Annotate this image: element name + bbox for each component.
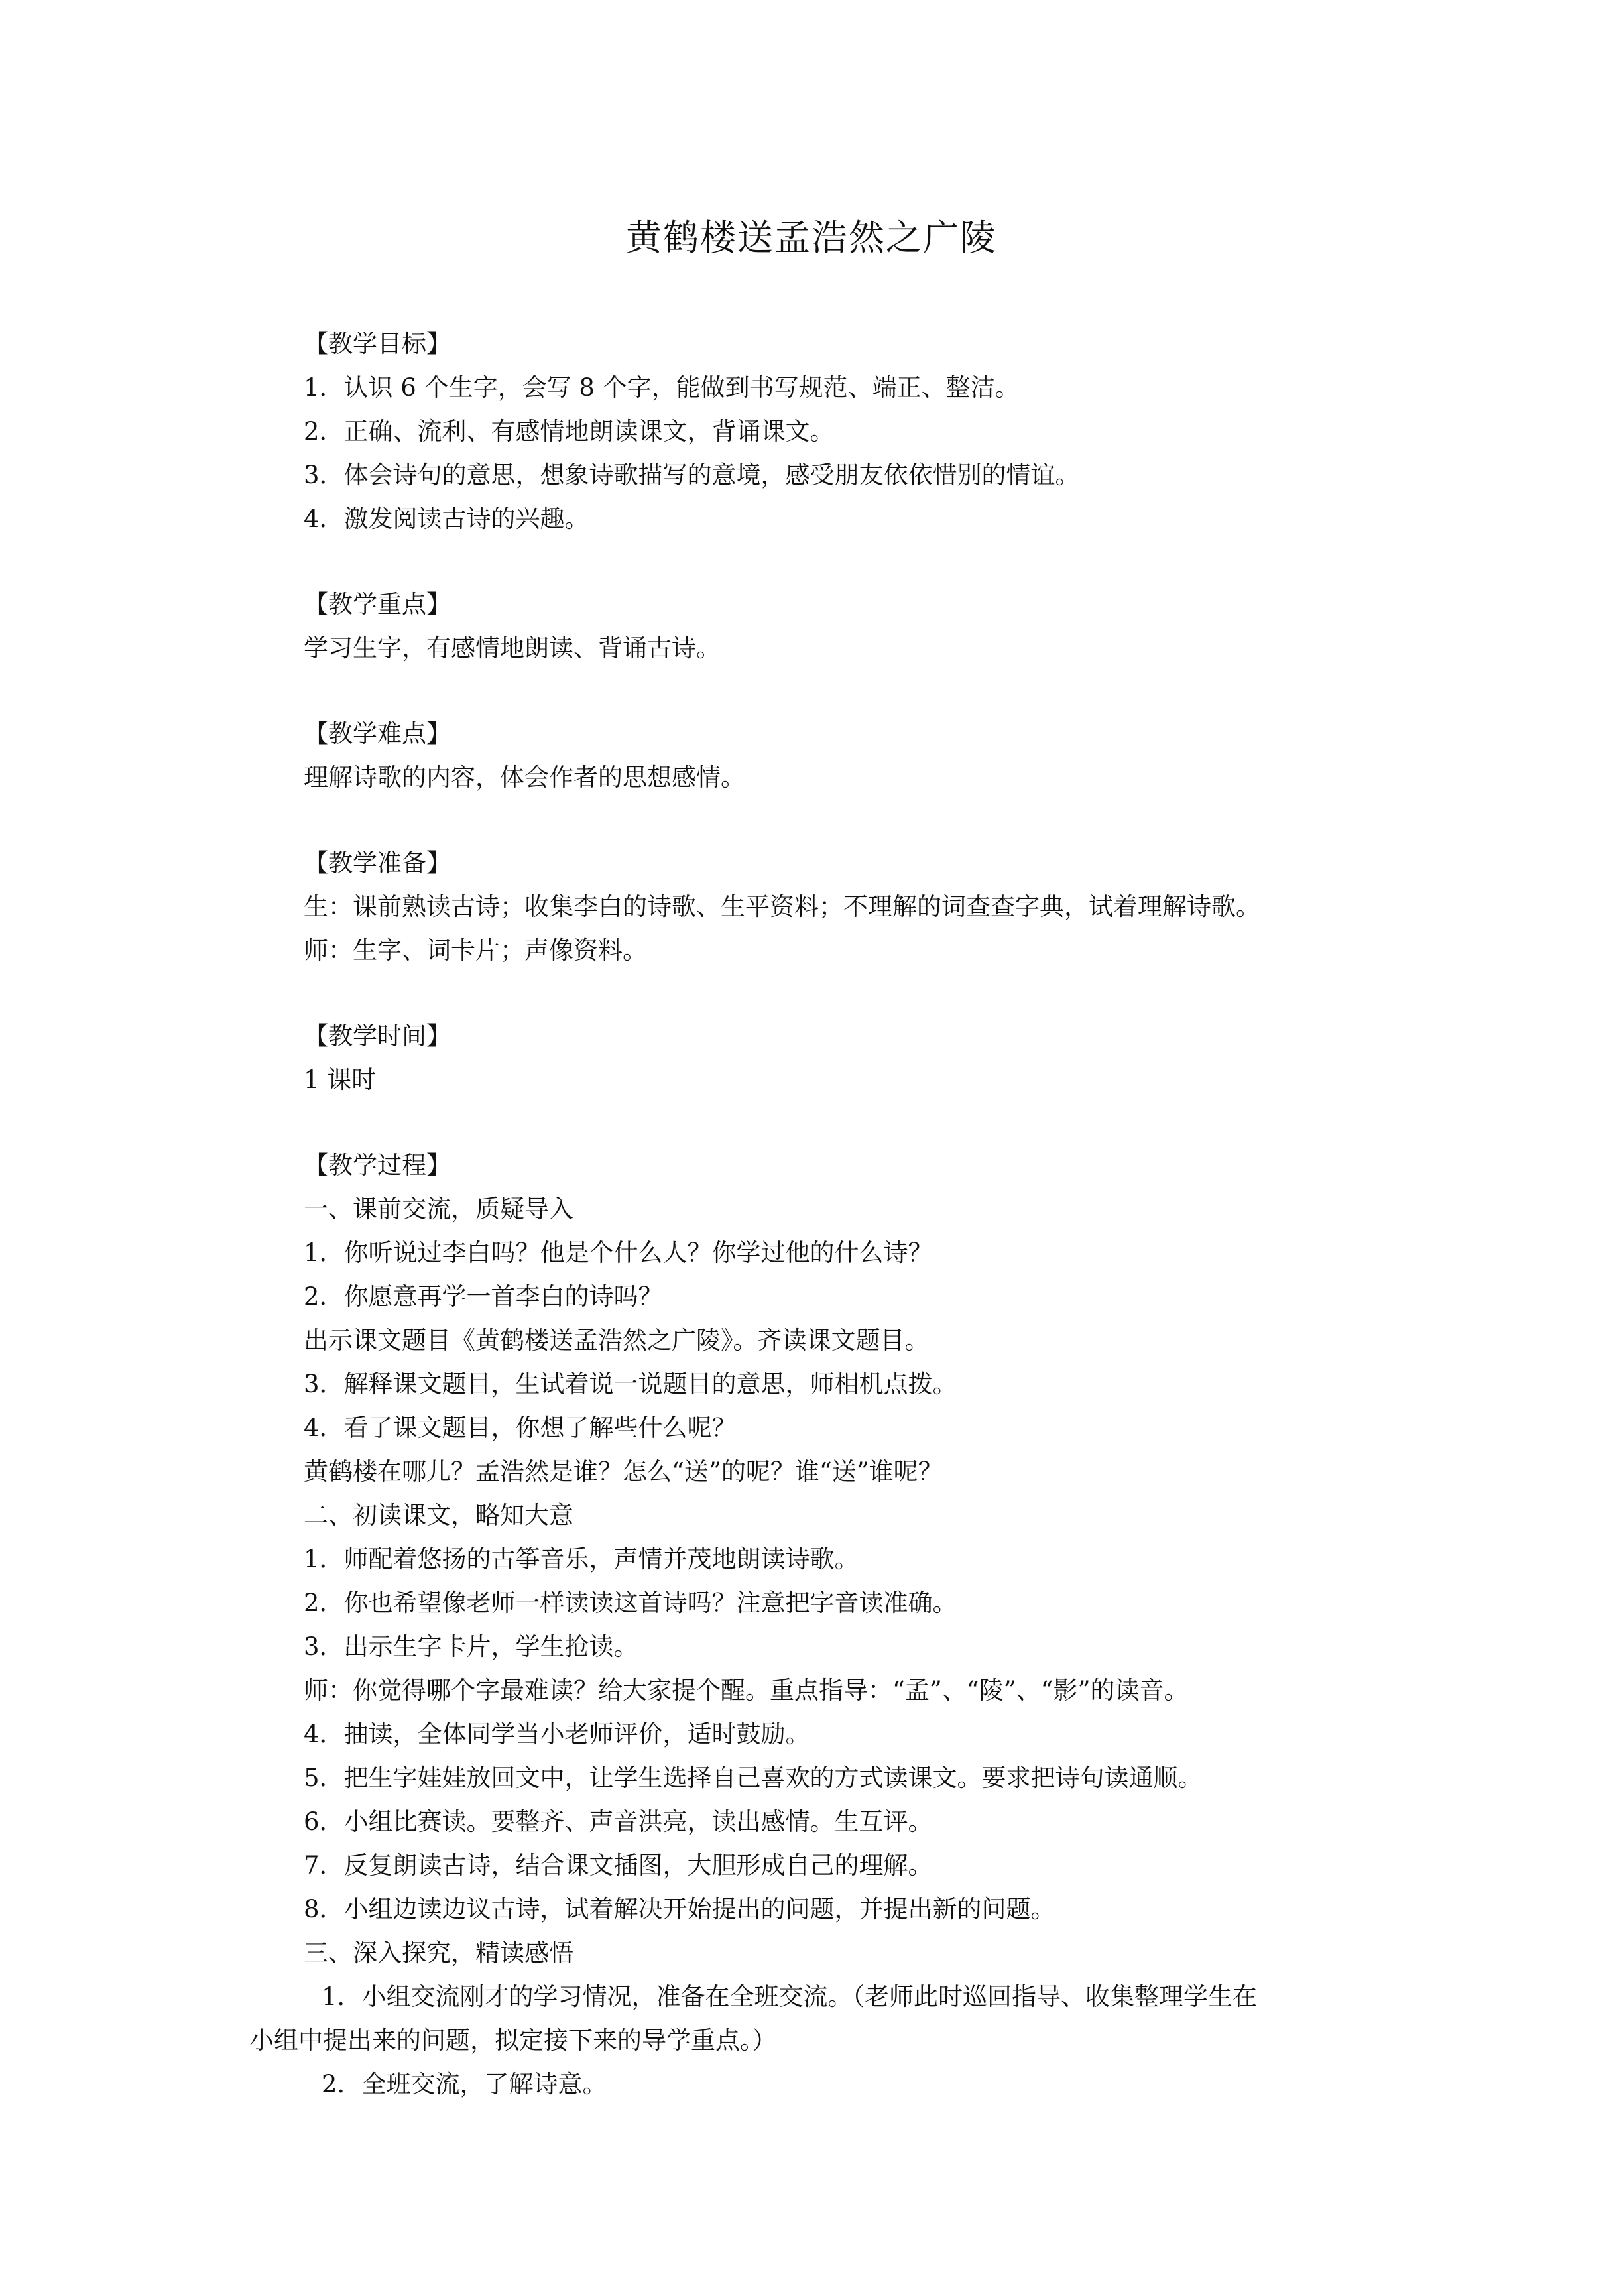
process-line: 4．看了课文题目，你想了解些什么呢？ [304, 1414, 737, 1442]
process-line: 4．抽读，全体同学当小老师评价，适时鼓励。 [304, 1720, 810, 1748]
difficulty-line: 理解诗歌的内容，体会作者的思想感情。 [304, 763, 745, 792]
process-line: 2．全班交流，了解诗意。 [322, 2070, 607, 2098]
section-heading: 【教学重点】 [304, 590, 451, 619]
goal-line: 1．认识 6 个生字，会写 8 个字，能做到书写规范、端正、整洁。 [304, 373, 1020, 402]
document-title: 黄鹤楼送孟浩然之广陵 [626, 217, 997, 259]
process-line: 一、课前交流，质疑导入 [304, 1195, 573, 1223]
document-body [249, 322, 1390, 2106]
process-line: 1．师配着悠扬的古筝音乐，声情并茂地朗读诗歌。 [304, 1545, 859, 1573]
section-spacer [249, 1102, 1390, 1144]
process-line: 黄鹤楼在哪儿？孟浩然是谁？怎么“送”的呢？谁“送”谁呢？ [304, 1457, 943, 1486]
goal-line: 3．体会诗句的意思，想象诗歌描写的意境，感受朋友依依惜别的情谊。 [304, 461, 1080, 489]
process-line: 3．解释课文题目，生试着说一说题目的意思，师相机点拨。 [304, 1370, 957, 1398]
process-line: 7．反复朗读古诗，结合课文插图，大胆形成自己的理解。 [304, 1851, 933, 1880]
process-line: 1．你听说过李白吗？他是个什么人？你学过他的什么诗？ [304, 1239, 933, 1267]
section-heading: 【教学难点】 [304, 719, 451, 748]
section-heading: 【教学目标】 [304, 330, 451, 358]
process-line: 三、深入探究，精读感悟 [304, 1939, 573, 1967]
process-line: 8．小组边读边议古诗，试着解决开始提出的问题，并提出新的问题。 [304, 1895, 1055, 1923]
goal-line: 4．激发阅读古诗的兴趣。 [304, 505, 589, 533]
process-line: 师：你觉得哪个字最难读？给大家提个醒。重点指导：“孟”、“陵”、“影”的读音。 [304, 1676, 1189, 1705]
section-preparation [249, 841, 1390, 973]
goal-line: 2．正确、流利、有感情地朗读课文，背诵课文。 [304, 417, 835, 446]
preparation-line: 生：课前熟读古诗；收集李白的诗歌、生平资料；不理解的词查查字典，试着理解诗歌。 [304, 892, 1260, 921]
section-teaching-goals [249, 322, 1390, 541]
process-line: 5．把生字娃娃放回文中，让学生选择自己喜欢的方式读课文。要求把诗句读通顺。 [304, 1764, 1203, 1792]
section-spacer [249, 541, 1390, 583]
process-line: 小组中提出来的问题，拟定接下来的导学重点。） [249, 2026, 777, 2055]
process-line: 2．你也希望像老师一样读读这首诗吗？注意把字音读准确。 [304, 1589, 957, 1617]
section-spacer [249, 670, 1390, 712]
process-line: 1．小组交流刚才的学习情况，准备在全班交流。（老师此时巡回指导、收集整理学生在 [322, 1982, 1258, 2011]
section-teaching-process [249, 1144, 1390, 2106]
process-line: 3．出示生字卡片，学生抢读。 [304, 1632, 638, 1661]
process-line: 出示课文题目《黄鹤楼送孟浩然之广陵》。齐读课文题目。 [304, 1326, 930, 1355]
key-point-line: 学习生字，有感情地朗读、背诵古诗。 [304, 634, 721, 662]
process-line: 二、初读课文，略知大意 [304, 1501, 573, 1530]
section-spacer [249, 800, 1390, 841]
process-line: 2．你愿意再学一首李白的诗吗？ [304, 1282, 663, 1311]
section-difficulties [249, 712, 1390, 800]
section-heading: 【教学过程】 [304, 1151, 451, 1179]
process-line: 6．小组比赛读。要整齐、声音洪亮，读出感情。生互评。 [304, 1807, 933, 1836]
section-spacer [249, 973, 1390, 1014]
section-key-points [249, 583, 1390, 670]
section-heading: 【教学时间】 [304, 1022, 451, 1050]
preparation-line: 师：生字、词卡片；声像资料。 [304, 936, 647, 965]
time-line: 1 课时 [304, 1065, 377, 1094]
section-heading: 【教学准备】 [304, 849, 451, 877]
section-teaching-time [249, 1014, 1390, 1102]
